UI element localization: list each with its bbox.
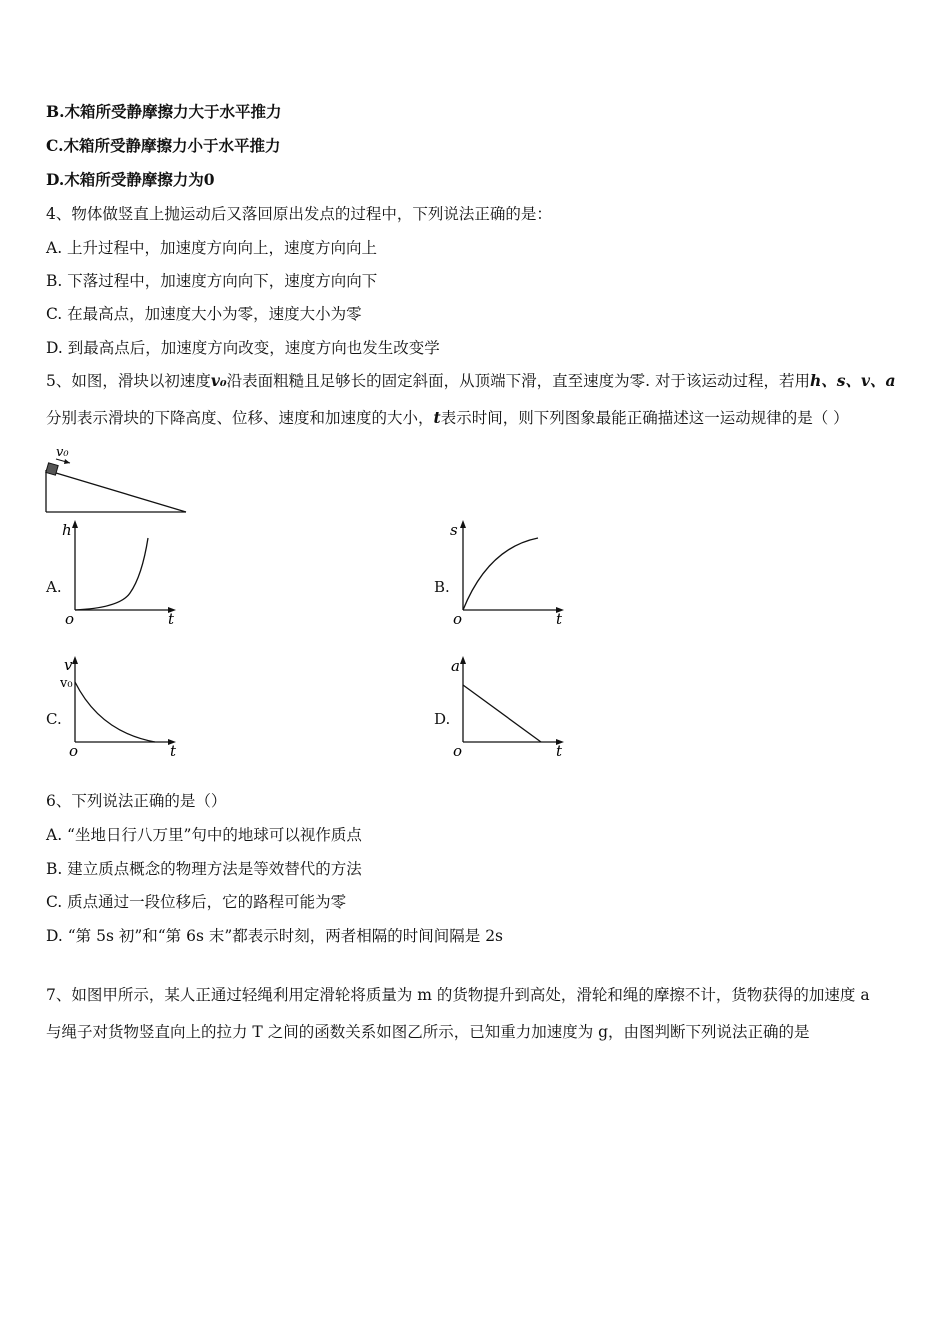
q3-option-c: C.木箱所受静摩擦力小于水平推力: [46, 136, 281, 155]
graph-d-y-label: a: [451, 657, 460, 675]
slider-block: [46, 463, 58, 475]
q3-option-b: B.木箱所受静摩擦力大于水平推力: [46, 102, 282, 121]
q7-stem-line1: 7、如图甲所示，某人正通过轻绳利用定滑轮将质量为 m 的货物提升到高处，滑轮和绳的摩擦不计，货物获得的加速度 a: [46, 986, 870, 1004]
graph-b-curve: [463, 538, 538, 610]
graph-a-curve: [75, 538, 148, 610]
graph-d: [448, 650, 578, 762]
q6-option-d: D. “第 5s 初”和“第 6s 末”都表示时刻，两者相隔的时间间隔是 2s: [46, 927, 504, 945]
incline-v0-label: v₀: [56, 445, 69, 460]
graph-a-origin: o: [65, 610, 75, 628]
graph-b: [448, 518, 578, 630]
q4-option-d: D. 到最高点后，加速度方向改变，速度方向也发生改变学: [46, 339, 440, 357]
graph-b-label: B.: [434, 578, 450, 596]
graph-c-x-label: t: [170, 742, 177, 760]
graph-d-origin: o: [453, 742, 463, 760]
graph-a-label: A.: [46, 578, 62, 596]
graph-a: [60, 518, 190, 630]
graph-c-label: C.: [46, 710, 62, 728]
q3-option-d: D.木箱所受静摩擦力为0: [46, 170, 215, 189]
incline-figure: [40, 440, 200, 520]
q4-option-b: B. 下落过程中，加速度方向向下，速度方向向下: [46, 272, 378, 290]
graph-d-label: D.: [434, 710, 451, 728]
q4-stem: 4、物体做竖直上抛运动后又落回原出发点的过程中，下列说法正确的是：: [46, 205, 552, 223]
q4-option-a: A. 上升过程中，加速度方向向上，速度方向向上: [46, 239, 378, 257]
graph-c-v0-label: v₀: [60, 676, 73, 691]
graph-b-origin: o: [453, 610, 463, 628]
graph-a-x-label: t: [168, 610, 175, 628]
graph-c-y-label: v: [64, 656, 73, 674]
graph-c: [60, 650, 190, 762]
q5-stem-line1: 5、如图，滑块以初速度v₀沿表面粗糙且足够长的固定斜面，从顶端下滑，直至速度为零. 对于该运动过程，若用h、s、v、a: [46, 371, 896, 390]
q4-option-c: C. 在最高点，加速度大小为零，速度大小为零: [46, 305, 362, 323]
q6-option-a: A. “坐地日行八万里”句中的地球可以视作质点: [46, 826, 362, 844]
graph-a-y-label: h: [62, 521, 72, 539]
q7-stem-line2: 与绳子对货物竖直向上的拉力 T 之间的函数关系如图乙所示，已知重力加速度为 g，由图判断下列说法正确的是: [46, 1023, 810, 1041]
graph-d-line: [463, 685, 541, 742]
graph-b-x-label: t: [556, 610, 563, 628]
q6-option-b: B. 建立质点概念的物理方法是等效替代的方法: [46, 860, 362, 878]
graph-c-curve: [75, 682, 155, 742]
graph-b-y-label: s: [450, 521, 458, 539]
q6-stem: 6、下列说法正确的是（）: [46, 792, 227, 810]
q5-stem-line2: 分别表示滑块的下降高度、位移、速度和加速度的大小，t表示时间，则下列图象最能正确描述这一运动规律的是（ ）: [46, 408, 849, 427]
graph-c-origin: o: [69, 742, 79, 760]
q6-option-c: C. 质点通过一段位移后，它的路程可能为零: [46, 893, 347, 911]
graph-d-x-label: t: [556, 742, 563, 760]
